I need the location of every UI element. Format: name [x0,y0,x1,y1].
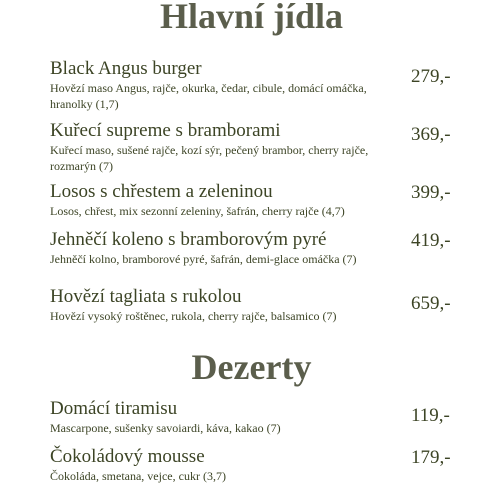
menu-item-name: Čokoládový mousse [50,446,205,467]
main-courses-title: Hlavní jídla [159,0,344,36]
menu-item-price: 419,- [411,230,451,251]
menu-item-desc: Hovězí maso Angus, rajče, okurka, čedar, cibule, domácí omáčka, hranolky (1,7) [50,81,367,111]
menu-item [50,286,450,324]
menu-item-price: 279,- [411,66,451,87]
menu-item-name: Kuřecí supreme s bramborami [50,120,281,141]
menu-item-desc: Losos, chřest, mix sezonní zeleniny, šafrán, cherry rajče (4,7) [50,204,345,218]
menu-item-name: Jehněčí koleno s bramborovým pyré [50,229,327,250]
menu-item-name: Losos s chřestem a zeleninou [50,181,273,202]
menu-item-name: Black Angus burger [50,58,202,79]
menu-item-name: Hovězí tagliata s rukolou [50,286,242,307]
menu-item [50,446,450,484]
menu-item [50,120,450,174]
menu-item-desc: Jehněčí kolno, bramborové pyré, šafrán, demi-glace omáčka (7) [50,252,357,266]
menu-item [50,58,450,112]
menu-item-price: 659,- [411,293,451,314]
menu-item-price: 179,- [411,447,451,468]
menu-item-price: 369,- [411,124,451,145]
menu-item [50,181,450,219]
menu-item [50,398,450,436]
menu-item-desc: Kuřecí maso, sušené rajče, kozí sýr, pečený brambor, cherry rajče, rozmarýn (7) [50,143,369,173]
menu-item-desc: Mascarpone, sušenky savoiardi, káva, kakao (7) [50,421,281,435]
menu-item-desc: Hovězí vysoký roštěnec, rukola, cherry rajče, balsamico (7) [50,309,337,323]
menu-item-price: 399,- [411,182,451,203]
menu-item-price: 119,- [411,405,450,426]
menu-item-desc: Čokoláda, smetana, vejce, cukr (3,7) [50,469,226,483]
menu-item-name: Domácí tiramisu [50,398,178,419]
menu-item [50,229,450,267]
desserts-title: Dezerty [191,347,312,387]
